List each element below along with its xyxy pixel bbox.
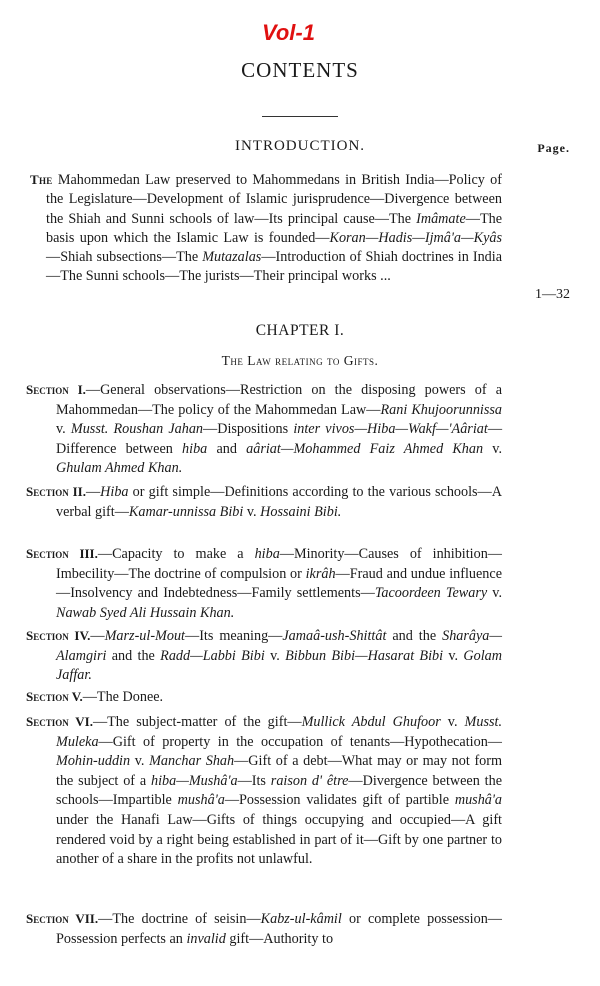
section-label: Section VII. [26,911,99,926]
italic-run: ikrâh [305,565,336,582]
section-text: —The subject-matter of the gift—Mullick Abdul Ghufoor v. Musst. Muleka—Gift of property in the occupation of tenants—Hypothecation—Mohin-uddin v. Manchar Shah—Gift of a debt—What may or may not form the subject of a hiba—Mushâ'a—Its raison d' être—Divergence between the schools—Impartible mushâ'a—Possession validates gift of partible mushâ'a under the Hanafi Law—Gifts of things occupying and occupied—A gift rendered void by a right being established in part of it—Gift by one partner to another of a share in the profits not unlawful. [56,714,503,868]
section-entry [26,626,502,686]
section-text: —The Donee. [82,689,164,705]
section-entry [26,909,502,949]
italic-run: Hossaini Bibi. [260,503,342,520]
italic-run: Sharâya—Alamgiri [56,628,502,664]
italic-run: mushâ'a [177,792,225,809]
italic-run: Musst. Muleka [56,714,502,750]
italic-run: aâriat—Mohammed Faiz Ahmed Khan [246,440,484,457]
italic-run: Kabz-ul-kâmil [260,911,342,927]
introduction-entry [30,170,502,287]
chapter-subtitle: The Law relating to Gifts. [221,353,379,368]
italic-run: Mutazalas [202,249,262,266]
italic-run: Ghulam Ahmed Khan. [56,460,183,477]
italic-run: Imâmate [416,210,466,227]
italic-run: Mullick Abdul Ghufoor [301,714,441,730]
section-label: Section II. [26,484,86,499]
section-label: Section VI. [26,714,93,729]
italic-run: Koran—Hadis—Ijmâ'a—Kyâs [329,229,502,246]
italic-run: Kamar-unnissa Bibi [128,503,244,520]
italic-run: Rani Khujoorunnissa [380,401,502,418]
italic-run: Radd—Labbi Bibi [160,647,265,664]
section-label: Section V. [26,689,83,704]
introduction-lead: The [30,172,53,187]
section-text: —Hiba or gift simple—Definitions according to the various schools—A verbal gift—Kamar-unnissa Bibi v. Hossaini Bibi. [56,484,502,520]
italic-run: Manchar Shah [149,753,235,770]
italic-run: Jamaâ-ush-Shittât [282,628,387,644]
page-column-label: Page. [537,141,570,155]
italic-run: Nawab Syed Ali Hussain Khan. [56,604,235,621]
italic-run: hiba [182,440,208,457]
volume-label: Vol-1 [262,20,315,45]
section-entry [26,482,502,522]
section-text: —The doctrine of seisin—Kabz-ul-kâmil or complete possession—Possession perfects an invalid gift—Authority to [56,911,502,947]
italic-run: Golam Jaffar. [56,647,503,684]
section-label: Section III. [26,546,98,561]
section-entry [26,687,502,708]
title-divider [262,116,338,117]
section-entry [26,712,502,870]
italic-run: mushâ'a [454,792,503,809]
section-label: Section IV. [26,628,91,643]
section-entry [26,380,502,479]
italic-run: Musst. Roushan Jahan [70,421,204,438]
italic-run: raison d' être [270,772,349,789]
section-text: —General observations—Restriction on the disposing powers of a Mahommedan—The policy of the Mahommedan Law—Rani Khujoorunnissa v. Musst. Roushan Jahan—Dispositions inter vivos—Hiba—Wakf—'Aâriat—Difference between hiba and aâriat—Mohammed Faiz Ahmed Khan v. Ghulam Ahmed Khan. [56,382,502,477]
section-label: Section I. [26,382,86,397]
page-title: CONTENTS [241,58,359,82]
chapter-heading: CHAPTER I. [255,322,345,339]
italic-run: invalid [186,930,226,947]
italic-run: hiba [254,546,280,562]
introduction-pages: 1—32 [535,287,570,302]
section-text: —Marz-ul-Mout—Its meaning—Jamaâ-ush-Shittât and the Sharâya—Alamgiri and the Radd—Labbi Bibi v. Bibbun Bibi—Hasarat Bibi v. Golam Jaffar. [56,628,503,684]
italic-run: Hiba [100,484,129,500]
introduction-text: Mahommedan Law preserved to Mahommedans in British India—Policy of the Legislature—Development of Islamic jurisprudence—Divergence between the Shiah and Sunni schools of law—Its principal cause—The Imâmate—The basis upon which the Islamic Law is founded—Koran—Hadis—Ijmâ'a—Kyâs—Shiah subsections—The Mutazalas—Introduction of Shiah doctrines in India—The Sunni schools—The jurists—Their principal works ... [46,172,502,285]
italic-run: Tacoordeen Tewary [374,585,488,602]
italic-run: hiba—Mushâ'a [150,772,238,789]
italic-run: Bibbun Bibi—Hasarat Bibi [285,647,444,664]
section-entry [26,544,502,623]
section-text: —Capacity to make a hiba—Minority—Causes of inhibition—Imbecility—The doctrine of compulsion or ikrâh—Fraud and undue influence—Insolvency and Indebtedness—Family settlements—Tacoordeen Tewary v. Nawab Syed Ali Hussain Khan. [56,546,503,621]
italic-run: Marz-ul-Mout [104,628,185,644]
italic-run: Mohin-uddin [56,753,131,770]
introduction-heading: INTRODUCTION. [234,138,366,154]
italic-run: inter vivos—Hiba—Wakf—'Aâriat [293,421,488,438]
